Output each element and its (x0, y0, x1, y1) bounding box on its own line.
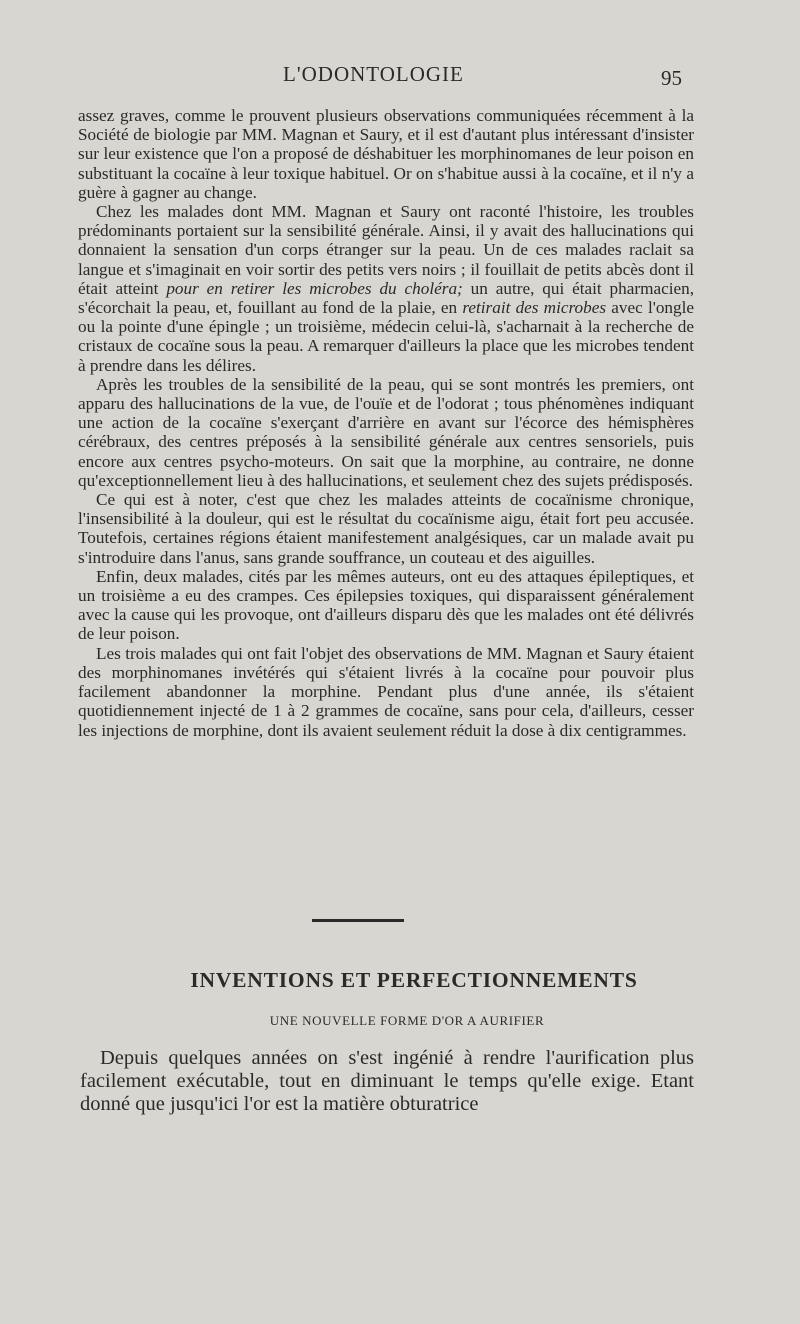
paragraph-2-text-a: Chez les malades dont MM. Magnan et Saury ont raconté l'histoire, les troubles prédominants portaient sur la sensibilité générale. Ainsi, il y avait des hallucinations qui donnaient la sensation d'un corps étranger sur la peau. Un de ces malades raclait sa langue et s'imaginait en voir sortir des petits vers noirs ; il fouillait de petits abcès dont il était atteint (78, 202, 694, 298)
subsection-heading: UNE NOUVELLE FORME D'OR A AURIFIER (269, 1013, 545, 1028)
paragraph-5: Enfin, deux malades, cités par les mêmes auteurs, ont eu des attaques épileptiques, et un troisième a eu des crampes. Ces épilepsies toxiques, qui disparaissent généralement avec la cause qui les provoque, ont d'ailleurs disparu dès que les malades ont été délivrés de leur poison. (78, 566, 694, 644)
paragraph-2-text-c: avec l'ongle ou la pointe d'une épingle ; un troisième, médecin celui-là, s'acharnait à la recherche de cristaux de cocaïne sous la peau. A remarquer d'ailleurs la place que les microbes tendent à prendre dans les délires. (78, 298, 695, 375)
paragraph-6: Les trois malades qui ont fait l'objet des observations de MM. Magnan et Saury étaient des morphinomanes invétérés qui s'étaient livrés à la cocaïne pour pouvoir plus facilement abandonner la morphine. Pendant plus d'une année, ils s'étaient quotidiennement injecté de 1 à 2 grammes de cocaïne, sans pour cela, d'ailleurs, cesser les injections de morphine, dont ils avaient seulement réduit la dose à dix centigrammes. (78, 643, 694, 740)
paragraph-2-italic-1: pour en retirer les microbes du choléra; (166, 278, 463, 298)
journal-title: L'ODONTOLOGIE (283, 62, 464, 86)
paragraph-1: assez graves, comme le prouvent plusieurs observations communiquées récemment à la Société de biologie par MM. Magnan et Saury, et il est d'autant plus intéressant d'insister sur leur existence que l'on a proposé de déshabituer les morphinomanes de leur poison en substituant la cocaïne à leur toxique habituel. Or on s'habitue aussi à la cocaïne, et il n'y a guère à gagner au change. (78, 106, 694, 202)
page-number: 95 (661, 66, 682, 90)
paragraph-2-italic-2: retirait des microbes (462, 298, 607, 318)
paragraph-3: Après les troubles de la sensibilité de la peau, qui se sont montrés les premiers, ont apparu des hallucinations de la vue, de l'ouïe et de l'odorat ; tous phénomènes indiquant une action de la cocaïne s'exerçant d'arrière en avant sur l'écorce des hémisphères cérébraux, des centres préposés à la sensibilité générale aux centres sensoriels, puis encore aux centres psycho-moteurs. On sait que la morphine, au contraire, ne donne qu'exceptionnellement lieu à des hallucinations, et seulement chez des sujets prédisposés. (78, 374, 694, 490)
lead-paragraph: Depuis quelques années on s'est ingénié à rendre l'aurification plus facilement exécutable, tout en diminuant le temps qu'elle exige. Etant donné que jusqu'ici l'or est la matière obturatrice (80, 1047, 694, 1115)
running-header (0, 62, 800, 92)
section-lead-text (80, 1047, 694, 1116)
paragraph-2-text-b: un autre, qui était pharmacien, s'écorchait la peau, et, fouillant au fond de la plaie, en (78, 278, 695, 318)
section-divider (312, 919, 404, 922)
paragraph-4: Ce qui est à noter, c'est que chez les malades atteints de cocaïnisme chronique, l'insensibilité à la douleur, qui est le résultat du cocaïnisme aigu, était fort peu accusée. Toutefois, certaines régions étaient manifestement analgésiques, car un malade avait pu s'introduire dans l'anus, sans grande souffrance, un couteau et des aiguilles. (78, 490, 694, 567)
section-heading: INVENTIONS ET PERFECTIONNEMENTS (190, 968, 638, 992)
paragraph-2 (78, 202, 694, 375)
article-body (78, 106, 694, 740)
